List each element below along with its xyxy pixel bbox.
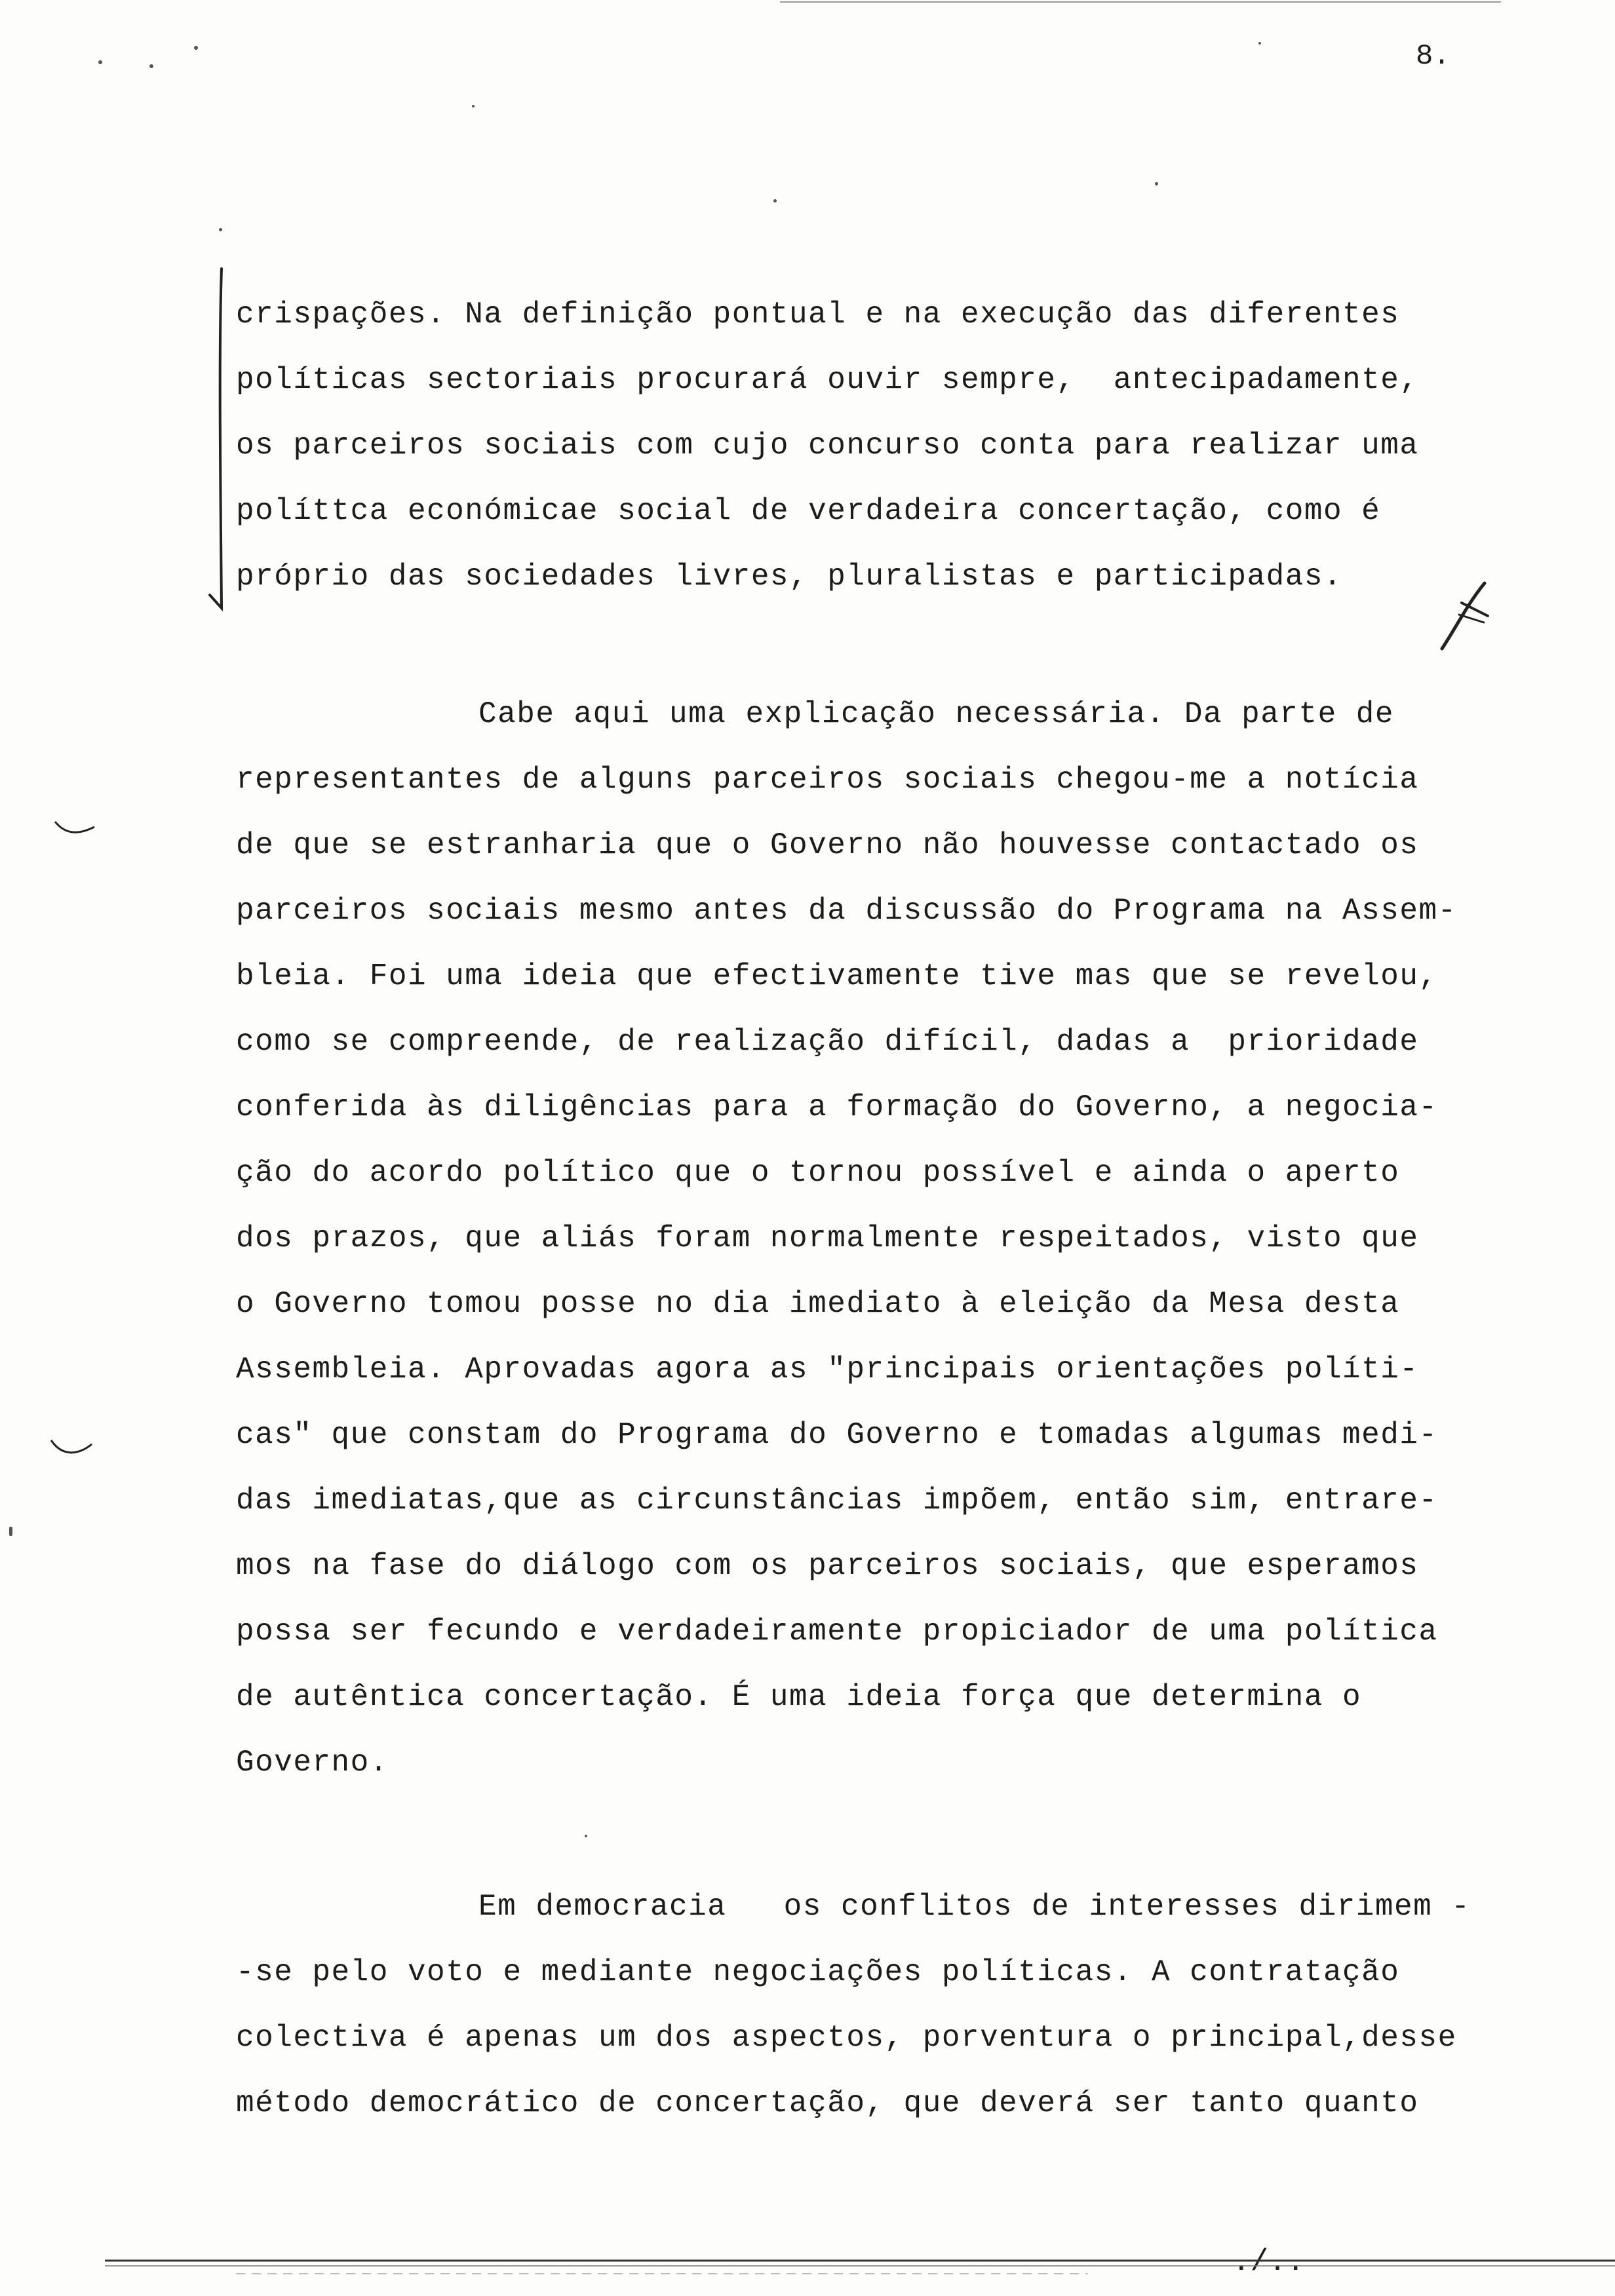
text-line: possa ser fecundo e verdadeiramente propiciador de uma política xyxy=(236,1615,1438,1649)
text-line: políttca económicae social de verdadeira concertação, como é xyxy=(236,494,1381,528)
text-line: cas" que constam do Programa do Governo e tomadas algumas medi- xyxy=(236,1418,1438,1452)
text-line: crispações. Na definição pontual e na execução das diferentes xyxy=(236,297,1400,332)
paragraph-2 xyxy=(236,681,1547,1795)
scan-speck xyxy=(585,1835,587,1837)
text-line: como se compreende, de realização difícil, dadas a prioridade xyxy=(236,1025,1419,1059)
scan-speck xyxy=(1155,182,1158,185)
text-line: bleia. Foi uma ideia que efectivamente tive mas que se revelou, xyxy=(236,959,1438,993)
scan-speck xyxy=(773,199,777,202)
text-line: das imediatas,que as circunstâncias impõem, então sim, entrare- xyxy=(236,1483,1438,1518)
text-line: de que se estranharia que o Governo não houvesse contactado os xyxy=(236,828,1419,862)
text-line: os parceiros sociais com cujo concurso conta para realizar uma xyxy=(236,429,1419,463)
text-line: Assembleia. Aprovadas agora as "principais orientações políti- xyxy=(236,1352,1419,1387)
scan-speck xyxy=(149,64,153,68)
handwritten-bracket-icon xyxy=(207,267,233,621)
scan-speck xyxy=(9,1527,12,1536)
text-line: -se pelo voto e mediante negociações políticas. A contratação xyxy=(236,1955,1400,1989)
scan-speck xyxy=(98,60,102,64)
text-line: de autêntica concertação. É uma ideia força que determina o xyxy=(236,1680,1362,1714)
text-line: o Governo tomou posse no dia imediato à eleição da Mesa desta xyxy=(236,1287,1400,1321)
text-line: mos na fase do diálogo com os parceiros sociais, que esperamos xyxy=(236,1549,1419,1583)
text-line: dos prazos, que aliás foram normalmente respeitados, visto que xyxy=(236,1221,1419,1255)
continuation-mark: ./.. xyxy=(1232,2245,1305,2279)
margin-tick-mark xyxy=(52,818,98,837)
scan-speck xyxy=(1258,42,1261,45)
footer-rule xyxy=(105,2251,1615,2284)
text-line: próprio das sociedades livres, pluralistas e participadas. xyxy=(236,560,1343,594)
top-edge-rule xyxy=(780,0,1501,7)
paragraph-1 xyxy=(236,282,1547,609)
text-line: Em democracia os conflitos de interesses dirimem - xyxy=(478,1890,1471,1924)
text-line: método democrático de concertação, que deverá ser tanto quanto xyxy=(236,2086,1419,2120)
text-line: políticas sectoriais procurará ouvir sempre, antecipadamente, xyxy=(236,363,1419,397)
text-line: colectiva é apenas um dos aspectos, porventura o principal,desse xyxy=(236,2021,1457,2055)
margin-tick-mark xyxy=(49,1438,94,1457)
text-line: ção do acordo político que o tornou possível e ainda o aperto xyxy=(236,1156,1400,1190)
text-line: representantes de alguns parceiros sociais chegou-me a notícia xyxy=(236,763,1419,797)
scan-speck xyxy=(472,105,475,107)
text-line: Cabe aqui uma explicação necessária. Da parte de xyxy=(478,697,1395,731)
page-number: 8. xyxy=(1416,40,1450,73)
text-line: conferida às diligências para a formação do Governo, a negocia- xyxy=(236,1090,1438,1124)
paragraph-3 xyxy=(236,1874,1547,2136)
text-line: parceiros sociais mesmo antes da discussão do Programa na Assem- xyxy=(236,894,1457,928)
scan-speck xyxy=(194,46,198,50)
text-line: Governo. xyxy=(236,1746,389,1780)
scan-speck xyxy=(219,228,222,231)
